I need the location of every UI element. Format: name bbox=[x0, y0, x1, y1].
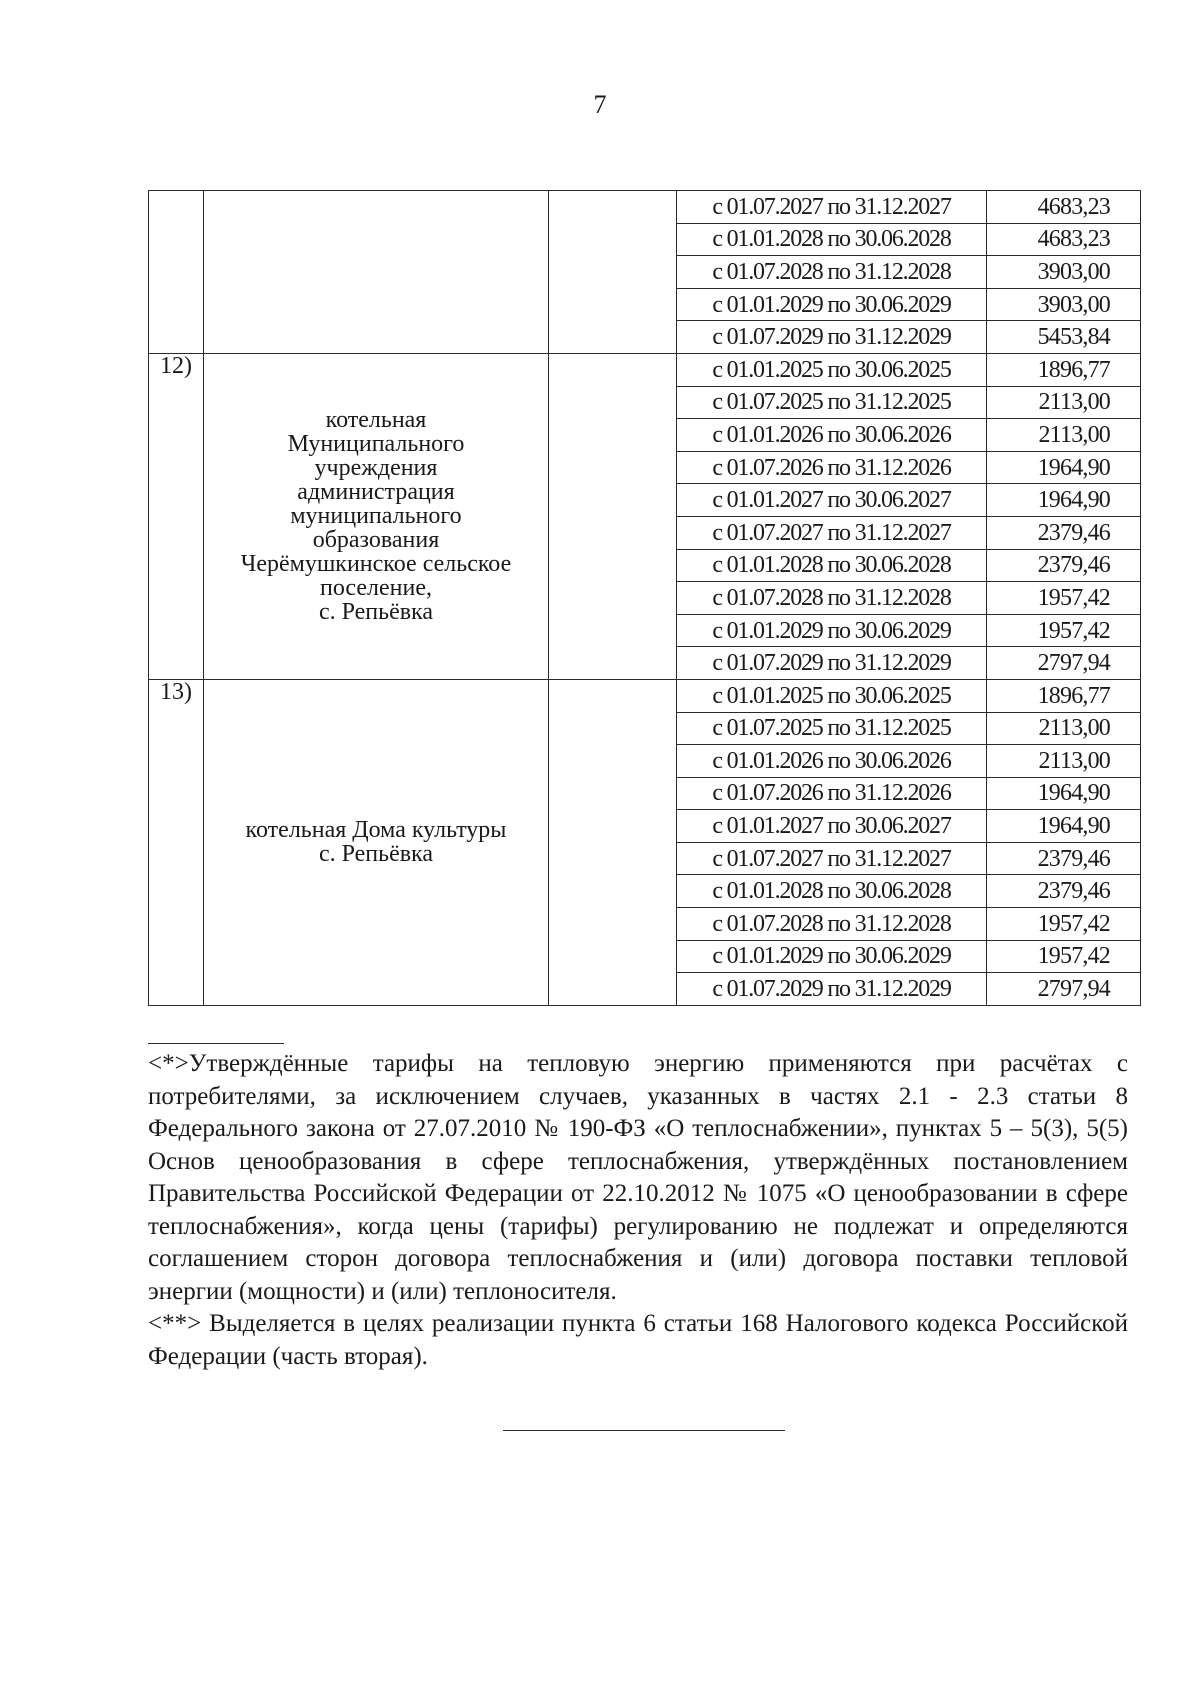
period-cell: с 01.07.2026 по 31.12.2026 bbox=[677, 777, 987, 810]
period-cell: с 01.07.2026 по 31.12.2026 bbox=[677, 451, 987, 484]
tariff-value-cell: 3903,00 bbox=[987, 256, 1141, 289]
period-cell: с 01.01.2025 по 30.06.2025 bbox=[677, 353, 987, 386]
boiler-name-line: котельная bbox=[325, 407, 427, 434]
tariff-value-cell: 2379,46 bbox=[987, 516, 1141, 549]
boiler-name-line: администрация bbox=[297, 479, 455, 506]
tariff-value-cell: 2113,00 bbox=[987, 386, 1141, 419]
boiler-name-cell bbox=[204, 191, 549, 354]
boiler-name-line: образования bbox=[312, 527, 440, 554]
footnote-separator bbox=[148, 1043, 284, 1044]
period-cell: с 01.07.2028 по 31.12.2028 bbox=[677, 256, 987, 289]
period-cell: с 01.01.2025 по 30.06.2025 bbox=[677, 679, 987, 712]
period-cell: с 01.01.2027 по 30.06.2027 bbox=[677, 810, 987, 843]
footnotes bbox=[148, 1048, 1128, 1373]
tariff-value-cell: 2379,46 bbox=[987, 549, 1141, 582]
period-cell: с 01.07.2027 по 31.12.2027 bbox=[677, 191, 987, 224]
tariff-value-cell: 1896,77 bbox=[987, 679, 1141, 712]
period-cell: с 01.07.2027 по 31.12.2027 bbox=[677, 842, 987, 875]
table-row bbox=[149, 353, 1141, 386]
tariff-value-cell: 1957,42 bbox=[987, 940, 1141, 973]
tariff-value-cell: 2113,00 bbox=[987, 745, 1141, 778]
blank-cell bbox=[549, 191, 677, 354]
boiler-name-cell bbox=[204, 353, 549, 679]
period-cell: с 01.01.2029 по 30.06.2029 bbox=[677, 940, 987, 973]
boiler-name-line: муниципального bbox=[290, 503, 462, 530]
period-cell: с 01.01.2026 по 30.06.2026 bbox=[677, 419, 987, 452]
period-cell: с 01.01.2028 по 30.06.2028 bbox=[677, 549, 987, 582]
tariff-value-cell: 1964,90 bbox=[987, 451, 1141, 484]
period-cell: с 01.07.2029 по 31.12.2029 bbox=[677, 647, 987, 680]
boiler-name-line: Черёмушкинское сельское bbox=[240, 551, 512, 578]
page-number: 7 bbox=[593, 90, 607, 119]
tariff-value-cell: 4683,23 bbox=[987, 191, 1141, 224]
tariff-value-cell: 3903,00 bbox=[987, 288, 1141, 321]
row-number-cell: 12) bbox=[149, 353, 204, 679]
boiler-name-line: учреждения bbox=[314, 455, 438, 482]
period-cell: с 01.07.2025 по 31.12.2025 bbox=[677, 712, 987, 745]
tariff-value-cell: 1957,42 bbox=[987, 908, 1141, 941]
period-cell: с 01.01.2028 по 30.06.2028 bbox=[677, 223, 987, 256]
tariff-value-cell: 2379,46 bbox=[987, 875, 1141, 908]
boiler-name-line: с. Репьёвка bbox=[318, 841, 434, 868]
period-cell: с 01.01.2027 по 30.06.2027 bbox=[677, 484, 987, 517]
period-cell: с 01.07.2028 по 31.12.2028 bbox=[677, 908, 987, 941]
tariff-value-cell: 5453,84 bbox=[987, 321, 1141, 354]
table-row bbox=[149, 679, 1141, 712]
boiler-name-line: с. Репьёвка bbox=[318, 599, 434, 626]
tariff-value-cell: 2113,00 bbox=[987, 712, 1141, 745]
row-number-cell bbox=[149, 191, 204, 354]
period-cell: с 01.01.2028 по 30.06.2028 bbox=[677, 875, 987, 908]
tariff-value-cell: 2379,46 bbox=[987, 842, 1141, 875]
period-cell: с 01.07.2029 по 31.12.2029 bbox=[677, 321, 987, 354]
tariff-table bbox=[148, 190, 1141, 1006]
tariff-value-cell: 2113,00 bbox=[987, 419, 1141, 452]
boiler-name-line: котельная Дома культуры bbox=[245, 817, 507, 844]
tariff-value-cell: 2797,94 bbox=[987, 647, 1141, 680]
boiler-name-line: Муниципального bbox=[287, 431, 465, 458]
tariff-value-cell: 1964,90 bbox=[987, 484, 1141, 517]
period-cell: с 01.01.2026 по 30.06.2026 bbox=[677, 745, 987, 778]
tariff-value-cell: 1957,42 bbox=[987, 582, 1141, 615]
period-cell: с 01.01.2029 по 30.06.2029 bbox=[677, 288, 987, 321]
end-of-document-rule bbox=[503, 1430, 785, 1431]
boiler-name-line: поселение, bbox=[319, 575, 432, 602]
period-cell: с 01.07.2028 по 31.12.2028 bbox=[677, 582, 987, 615]
period-cell: с 01.07.2029 по 31.12.2029 bbox=[677, 973, 987, 1006]
row-number-cell: 13) bbox=[149, 679, 204, 1005]
tariff-value-cell: 1964,90 bbox=[987, 810, 1141, 843]
tariff-value-cell: 1957,42 bbox=[987, 614, 1141, 647]
tariff-value-cell: 1896,77 bbox=[987, 353, 1141, 386]
period-cell: с 01.07.2025 по 31.12.2025 bbox=[677, 386, 987, 419]
boiler-name-cell bbox=[204, 679, 549, 1005]
blank-cell bbox=[549, 679, 677, 1005]
tariff-value-cell: 2797,94 bbox=[987, 973, 1141, 1006]
table-row bbox=[149, 191, 1141, 224]
footnote-2: <**> Выделяется в целях реализации пункта 6 статьи 168 Налогового кодекса Российской Федерации (часть вторая). bbox=[148, 1310, 1128, 1370]
period-cell: с 01.01.2029 по 30.06.2029 bbox=[677, 614, 987, 647]
tariff-value-cell: 4683,23 bbox=[987, 223, 1141, 256]
footnote-1: <*>Утверждённые тарифы на тепловую энергию применяются при расчётах с потребителями, за исключением случаев, указанных в частях 2.1 - 2.3 статьи 8 Федерального закона от 27.07.2010 № 190-ФЗ «О теплоснабжении», пунктах 5 – 5(3), 5(5) Основ ценообразования в сфере теплоснабжения, утверждённых постановлением Правительства Российской Федерации от 22.10.2012 № 1075 «О ценообразовании в сфере теплоснабжения», когда цены (тарифы) регулированию не подлежат и определяются соглашением сторон договора теплоснабжения и (или) договора поставки тепловой энергии (мощности) и (или) теплоносителя. bbox=[148, 1050, 1128, 1305]
tariff-value-cell: 1964,90 bbox=[987, 777, 1141, 810]
period-cell: с 01.07.2027 по 31.12.2027 bbox=[677, 516, 987, 549]
blank-cell bbox=[549, 353, 677, 679]
